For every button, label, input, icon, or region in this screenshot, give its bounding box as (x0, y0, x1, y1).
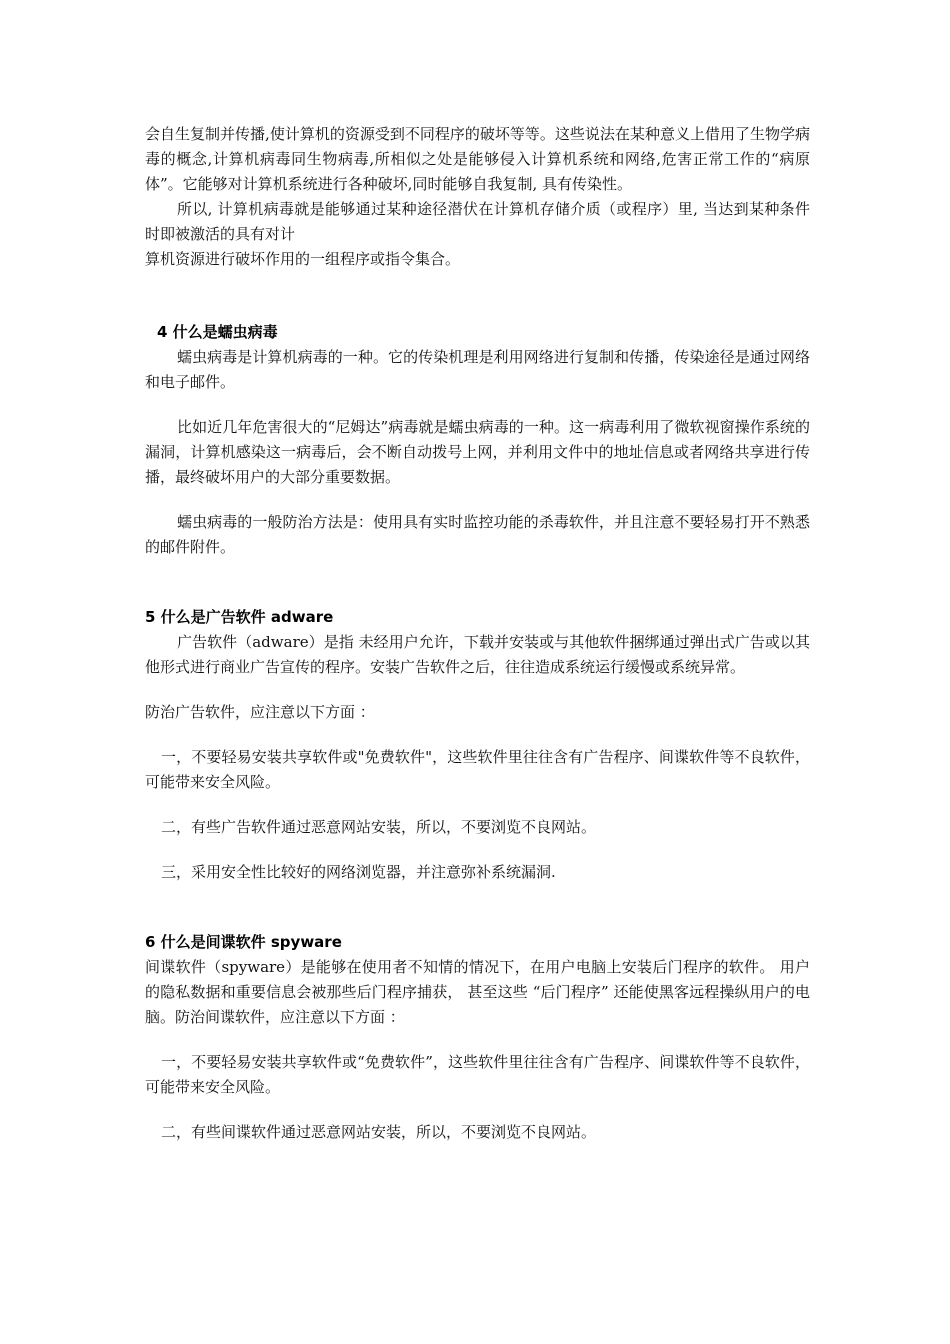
spacer (145, 725, 810, 745)
spacer (145, 840, 810, 860)
section-4-paragraph-1: 蠕虫病毒是计算机病毒的一种。它的传染机理是利用网络进行复制和传播，传染途径是通过网络和电子邮件。 (145, 348, 810, 391)
section-6-paragraph-1: 间谍软件（spyware）是能够在使用者不知情的情况下，在用户电脑上安装后门程序的软件。 用户的隐私数据和重要信息会被那些后门程序捕获， 甚至这些 “后门程序” 还能使黑客远程操纵用户的电脑。防治间谍软件，应注意以下方面 ： (145, 958, 810, 1026)
spacer (145, 395, 810, 415)
spacer (145, 560, 810, 605)
section-6-heading: 6 什么是间谍软件 spyware (145, 933, 342, 951)
spacer (145, 272, 810, 320)
section-5-paragraph-5: 三，采用安全性比较好的网络浏览器，并注意弥补系统漏洞. (161, 863, 556, 881)
intro-paragraph-2: 所以, 计算机病毒就是能够通过某种途径潜伏在计算机存储介质（或程序）里, 当达到某种条件时即被激活的具有对计 (145, 200, 810, 243)
section-5-paragraph-4: 二，有些广告软件通过恶意网站安装，所以，不要浏览不良网站。 (161, 818, 597, 836)
section-5-paragraph-1: 广告软件（adware）是指 未经用户允许，下载并安装或与其他软件捆绑通过弹出式广告或以其他形式进行商业广告宣传的程序。安装广告软件之后，往往造成系统运行缓慢或系统异常。 (145, 633, 810, 676)
spacer (145, 1030, 810, 1050)
section-4-paragraph-2: 比如近几年危害很大的“尼姆达”病毒就是蠕虫病毒的一种。这一病毒利用了微软视窗操作系统的漏洞，计算机感染这一病毒后，会不断自动拨号上网，并利用文件中的地址信息或者网络共享进行传播，最终破坏用户的大部分重要数据。 (145, 418, 810, 486)
intro-paragraph-2-continued: 算机资源进行破坏作用的一组程序或指令集合。 (145, 250, 461, 268)
section-4-paragraph-3: 蠕虫病毒的一般防治方法是：使用具有实时监控功能的杀毒软件，并且注意不要轻易打开不熟悉的邮件附件。 (145, 513, 810, 556)
intro-paragraph-1: 会自生复制并传播,使计算机的资源受到不同程序的破坏等等。这些说法在某种意义上借用了生物学病毒的概念,计算机病毒同生物病毒,所相似之处是能够侵入计算机系统和网络,危害正常工作的“病原体”。它能够对计算机系统进行各种破坏,同时能够自我复制, 具有传染性。 (145, 125, 810, 193)
section-5-heading: 5 什么是广告软件 adware (145, 608, 334, 626)
section-5-paragraph-3: 一，不要轻易安装共享软件或"免费软件"，这些软件里往往含有广告程序、间谍软件等不良软件，可能带来安全风险。 (145, 748, 810, 791)
section-4-heading: 4 什么是蠕虫病毒 (157, 323, 278, 341)
spacer (145, 680, 810, 700)
spacer (145, 1100, 810, 1120)
spacer (145, 795, 810, 815)
section-5-paragraph-2: 防治广告软件，应注意以下方面 ： (145, 703, 375, 721)
spacer (145, 885, 810, 930)
document-body (145, 122, 810, 1145)
spacer (145, 490, 810, 510)
section-6-paragraph-3: 二，有些间谍软件通过恶意网站安装，所以，不要浏览不良网站。 (161, 1123, 597, 1141)
section-6-paragraph-2: 一，不要轻易安装共享软件或“免费软件”，这些软件里往往含有广告程序、间谍软件等不良软件，可能带来安全风险。 (145, 1053, 810, 1096)
